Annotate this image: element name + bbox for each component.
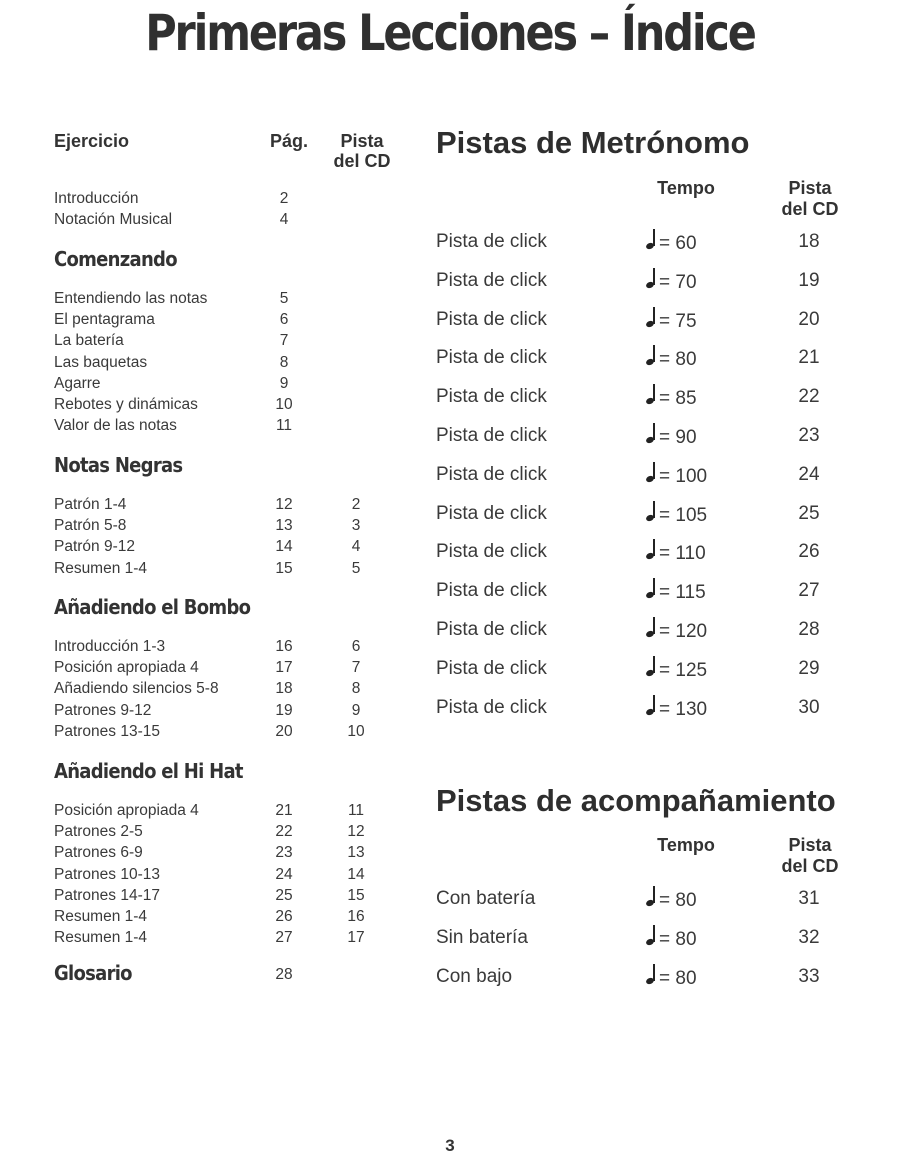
header-track-line2: del CD <box>333 151 391 171</box>
note-head <box>645 899 655 908</box>
track-number: 27 <box>798 580 820 602</box>
track-number: 18 <box>798 231 820 252</box>
tempo-cell <box>646 617 736 644</box>
entry-page: 14 <box>275 538 293 556</box>
entry-page: 12 <box>275 496 293 513</box>
note-head <box>645 475 655 484</box>
tempo-cell <box>646 229 736 256</box>
entry-track: 9 <box>351 701 361 719</box>
track-label: Pista de click <box>436 425 547 446</box>
entry-track: 8 <box>351 680 361 698</box>
entry-page: 21 <box>275 802 293 819</box>
tempo-cell <box>646 539 736 566</box>
tempo-value: = 125 <box>659 659 708 681</box>
entry-label: Posición apropiada 4 <box>54 659 199 677</box>
track-number: 30 <box>798 696 820 718</box>
entry-page: 27 <box>275 929 293 947</box>
track-number: 22 <box>798 386 820 408</box>
tempo-cell <box>646 462 736 489</box>
note-head <box>645 358 655 367</box>
note-head <box>645 436 655 445</box>
track-number: 19 <box>798 269 820 291</box>
entry-page: 23 <box>275 844 293 862</box>
entry-label: Resumen 1-4 <box>54 929 148 947</box>
metronome-header-track <box>768 178 852 220</box>
entry-label: Entendiendo las notas <box>54 290 208 307</box>
entry-track: 14 <box>347 865 365 883</box>
note-head <box>645 281 655 290</box>
tempo-value: = 80 <box>659 349 697 371</box>
track-number: 32 <box>798 926 820 948</box>
tempo-value: = 80 <box>659 928 697 950</box>
entry-page: 17 <box>275 659 293 677</box>
entry-track: 12 <box>347 823 365 841</box>
track-number: 24 <box>798 463 820 485</box>
tempo-value: = 100 <box>659 465 708 487</box>
tempo-cell <box>646 578 736 605</box>
tempo-value: = 130 <box>659 698 708 720</box>
entry-page: 15 <box>275 559 293 577</box>
entry-label: Rebotes y dinámicas <box>54 396 198 413</box>
tempo-value: = 110 <box>659 543 706 565</box>
accompaniment-header-track-line1: Pista <box>788 835 832 855</box>
entry-label: Patrones 9-12 <box>54 701 152 719</box>
entry-page: 5 <box>279 290 289 307</box>
track-label: Pista de click <box>436 231 547 252</box>
entry-page: 2 <box>279 190 289 207</box>
metronome-header-track-line1: Pista <box>788 178 832 198</box>
header-track <box>322 131 402 171</box>
entry-page: 6 <box>279 311 289 329</box>
header-page: Pág. <box>269 131 308 151</box>
entry-page: 9 <box>279 374 289 392</box>
quarter-note-icon <box>646 229 656 253</box>
track-number: 20 <box>798 308 820 330</box>
section-title: Comenzando <box>54 247 177 271</box>
entry-label: Patrones 2-5 <box>54 823 143 841</box>
tempo-value: = 70 <box>659 271 697 293</box>
entry-label: Patrones 14-17 <box>54 886 160 904</box>
tempo-cell <box>646 423 736 450</box>
track-label: Con batería <box>436 888 536 909</box>
tempo-cell <box>646 307 736 334</box>
glossary-title: Glosario <box>54 961 132 985</box>
entry-label: Resumen 1-4 <box>54 908 148 925</box>
accompaniment-header-track <box>768 835 852 877</box>
quarter-note-icon <box>646 695 656 719</box>
note-head <box>645 669 655 678</box>
entry-track: 2 <box>351 496 361 513</box>
entry-track: 4 <box>351 538 361 556</box>
tempo-value: = 75 <box>659 310 697 332</box>
track-label: Pista de click <box>436 580 547 602</box>
entry-page: 18 <box>275 680 293 698</box>
entry-page: 7 <box>279 332 289 350</box>
entry-label: Patrones 6-9 <box>54 844 143 862</box>
section-title: Notas Negras <box>54 453 183 477</box>
tempo-value: = 60 <box>659 233 697 254</box>
track-label: Pista de click <box>436 269 547 291</box>
entry-page: 11 <box>275 417 293 435</box>
quarter-note-icon <box>646 462 656 486</box>
entry-label: Resumen 1-4 <box>54 559 148 577</box>
tempo-value: = 80 <box>659 967 697 989</box>
metronome-header-tempo: Tempo <box>657 178 715 198</box>
page-number: 3 <box>445 1136 455 1155</box>
entry-label: Posición apropiada 4 <box>54 802 199 819</box>
entry-label: Añadiendo silencios 5-8 <box>54 680 219 698</box>
quarter-note-icon <box>646 617 656 641</box>
entry-page: 10 <box>275 396 293 413</box>
track-number: 33 <box>798 965 820 987</box>
note-head <box>645 552 655 561</box>
tempo-cell <box>646 268 736 295</box>
track-number: 28 <box>798 619 820 640</box>
tempo-cell <box>646 656 736 683</box>
accompaniment-header-tempo: Tempo <box>657 835 715 855</box>
track-label: Pista de click <box>436 541 547 563</box>
entry-track: 17 <box>347 929 365 947</box>
entry-page: 20 <box>275 722 293 740</box>
tempo-value: = 90 <box>659 427 697 448</box>
entry-track: 16 <box>347 908 365 925</box>
entry-page: 26 <box>275 908 293 925</box>
tempo-value: = 115 <box>659 582 706 604</box>
entry-track: 3 <box>351 517 361 535</box>
tempo-cell <box>646 964 736 991</box>
quarter-note-icon <box>646 423 656 447</box>
entry-page: 13 <box>275 517 293 535</box>
entry-label: Patrones 13-15 <box>54 722 160 740</box>
tempo-cell <box>646 925 736 952</box>
track-label: Pista de click <box>436 463 547 485</box>
track-label: Con bajo <box>436 965 513 987</box>
entry-track: 13 <box>347 844 365 862</box>
entry-label: Agarre <box>54 374 101 392</box>
entry-label: Notación Musical <box>54 211 173 229</box>
entry-label: Introducción <box>54 190 139 207</box>
quarter-note-icon <box>646 886 656 910</box>
track-label: Pista de click <box>436 696 547 718</box>
track-label: Sin batería <box>436 926 528 948</box>
entry-label: Introducción 1-3 <box>54 638 166 655</box>
entry-label: Patrón 1-4 <box>54 496 127 513</box>
track-label: Pista de click <box>436 308 547 330</box>
tempo-value: = 120 <box>659 621 708 642</box>
tempo-cell <box>646 695 736 722</box>
entry-page: 4 <box>279 211 289 229</box>
entry-label: Las baquetas <box>54 353 148 371</box>
note-head <box>645 242 655 251</box>
quarter-note-icon <box>646 384 656 408</box>
note-head <box>645 630 655 639</box>
tempo-value: = 80 <box>659 890 697 911</box>
glossary-page: 28 <box>275 966 293 983</box>
entry-label: Patrón 5-8 <box>54 517 127 535</box>
entry-label: Patrón 9-12 <box>54 538 135 556</box>
tempo-value: = 85 <box>659 388 697 410</box>
track-number: 29 <box>798 657 820 679</box>
track-number: 21 <box>798 347 820 369</box>
section-title: Añadiendo el Hi Hat <box>54 759 243 783</box>
entry-label: El pentagrama <box>54 311 155 329</box>
accompaniment-header-track-line2: del CD <box>781 856 839 876</box>
entry-label: Valor de las notas <box>54 417 177 435</box>
entry-page: 8 <box>279 353 289 371</box>
track-number: 23 <box>798 425 820 446</box>
entry-track: 7 <box>351 659 361 677</box>
metronome-header-track-line2: del CD <box>781 199 839 219</box>
header-track-line1: Pista <box>340 131 384 151</box>
track-label: Pista de click <box>436 347 547 369</box>
track-label: Pista de click <box>436 657 547 679</box>
metronome-title: Pistas de Metrónomo <box>436 125 750 160</box>
track-number: 25 <box>798 502 820 524</box>
entry-label: La batería <box>54 332 124 350</box>
page-title: Primeras Lecciones – Índice <box>145 4 755 62</box>
entry-track: 10 <box>347 722 365 740</box>
quarter-note-icon <box>646 345 656 369</box>
track-number: 31 <box>798 888 820 909</box>
entry-track: 6 <box>351 638 361 655</box>
header-exercise: Ejercicio <box>54 131 130 151</box>
tempo-value: = 105 <box>659 504 708 526</box>
entry-track: 11 <box>347 802 365 819</box>
track-number: 26 <box>798 541 820 563</box>
tempo-cell <box>646 886 736 913</box>
track-label: Pista de click <box>436 502 547 524</box>
note-head <box>645 938 655 947</box>
quarter-note-icon <box>646 501 656 525</box>
quarter-note-icon <box>646 539 656 563</box>
quarter-note-icon <box>646 307 656 331</box>
tempo-cell <box>646 345 736 372</box>
quarter-note-icon <box>646 268 656 292</box>
quarter-note-icon <box>646 964 656 988</box>
note-head <box>645 591 655 600</box>
entry-track: 5 <box>351 559 361 577</box>
entry-page: 25 <box>275 886 293 904</box>
track-label: Pista de click <box>436 386 547 408</box>
entry-page: 22 <box>275 823 293 841</box>
quarter-note-icon <box>646 656 656 680</box>
entry-label: Patrones 10-13 <box>54 865 160 883</box>
quarter-note-icon <box>646 925 656 949</box>
entry-page: 19 <box>275 701 293 719</box>
section-title: Añadiendo el Bombo <box>54 595 251 619</box>
accompaniment-title: Pistas de acompañamiento <box>436 783 836 818</box>
entry-page: 16 <box>275 638 293 655</box>
quarter-note-icon <box>646 578 656 602</box>
tempo-cell <box>646 384 736 411</box>
tempo-cell <box>646 501 736 528</box>
entry-track: 15 <box>347 886 365 904</box>
entry-page: 24 <box>275 865 293 883</box>
track-label: Pista de click <box>436 619 547 640</box>
note-head <box>645 397 655 406</box>
